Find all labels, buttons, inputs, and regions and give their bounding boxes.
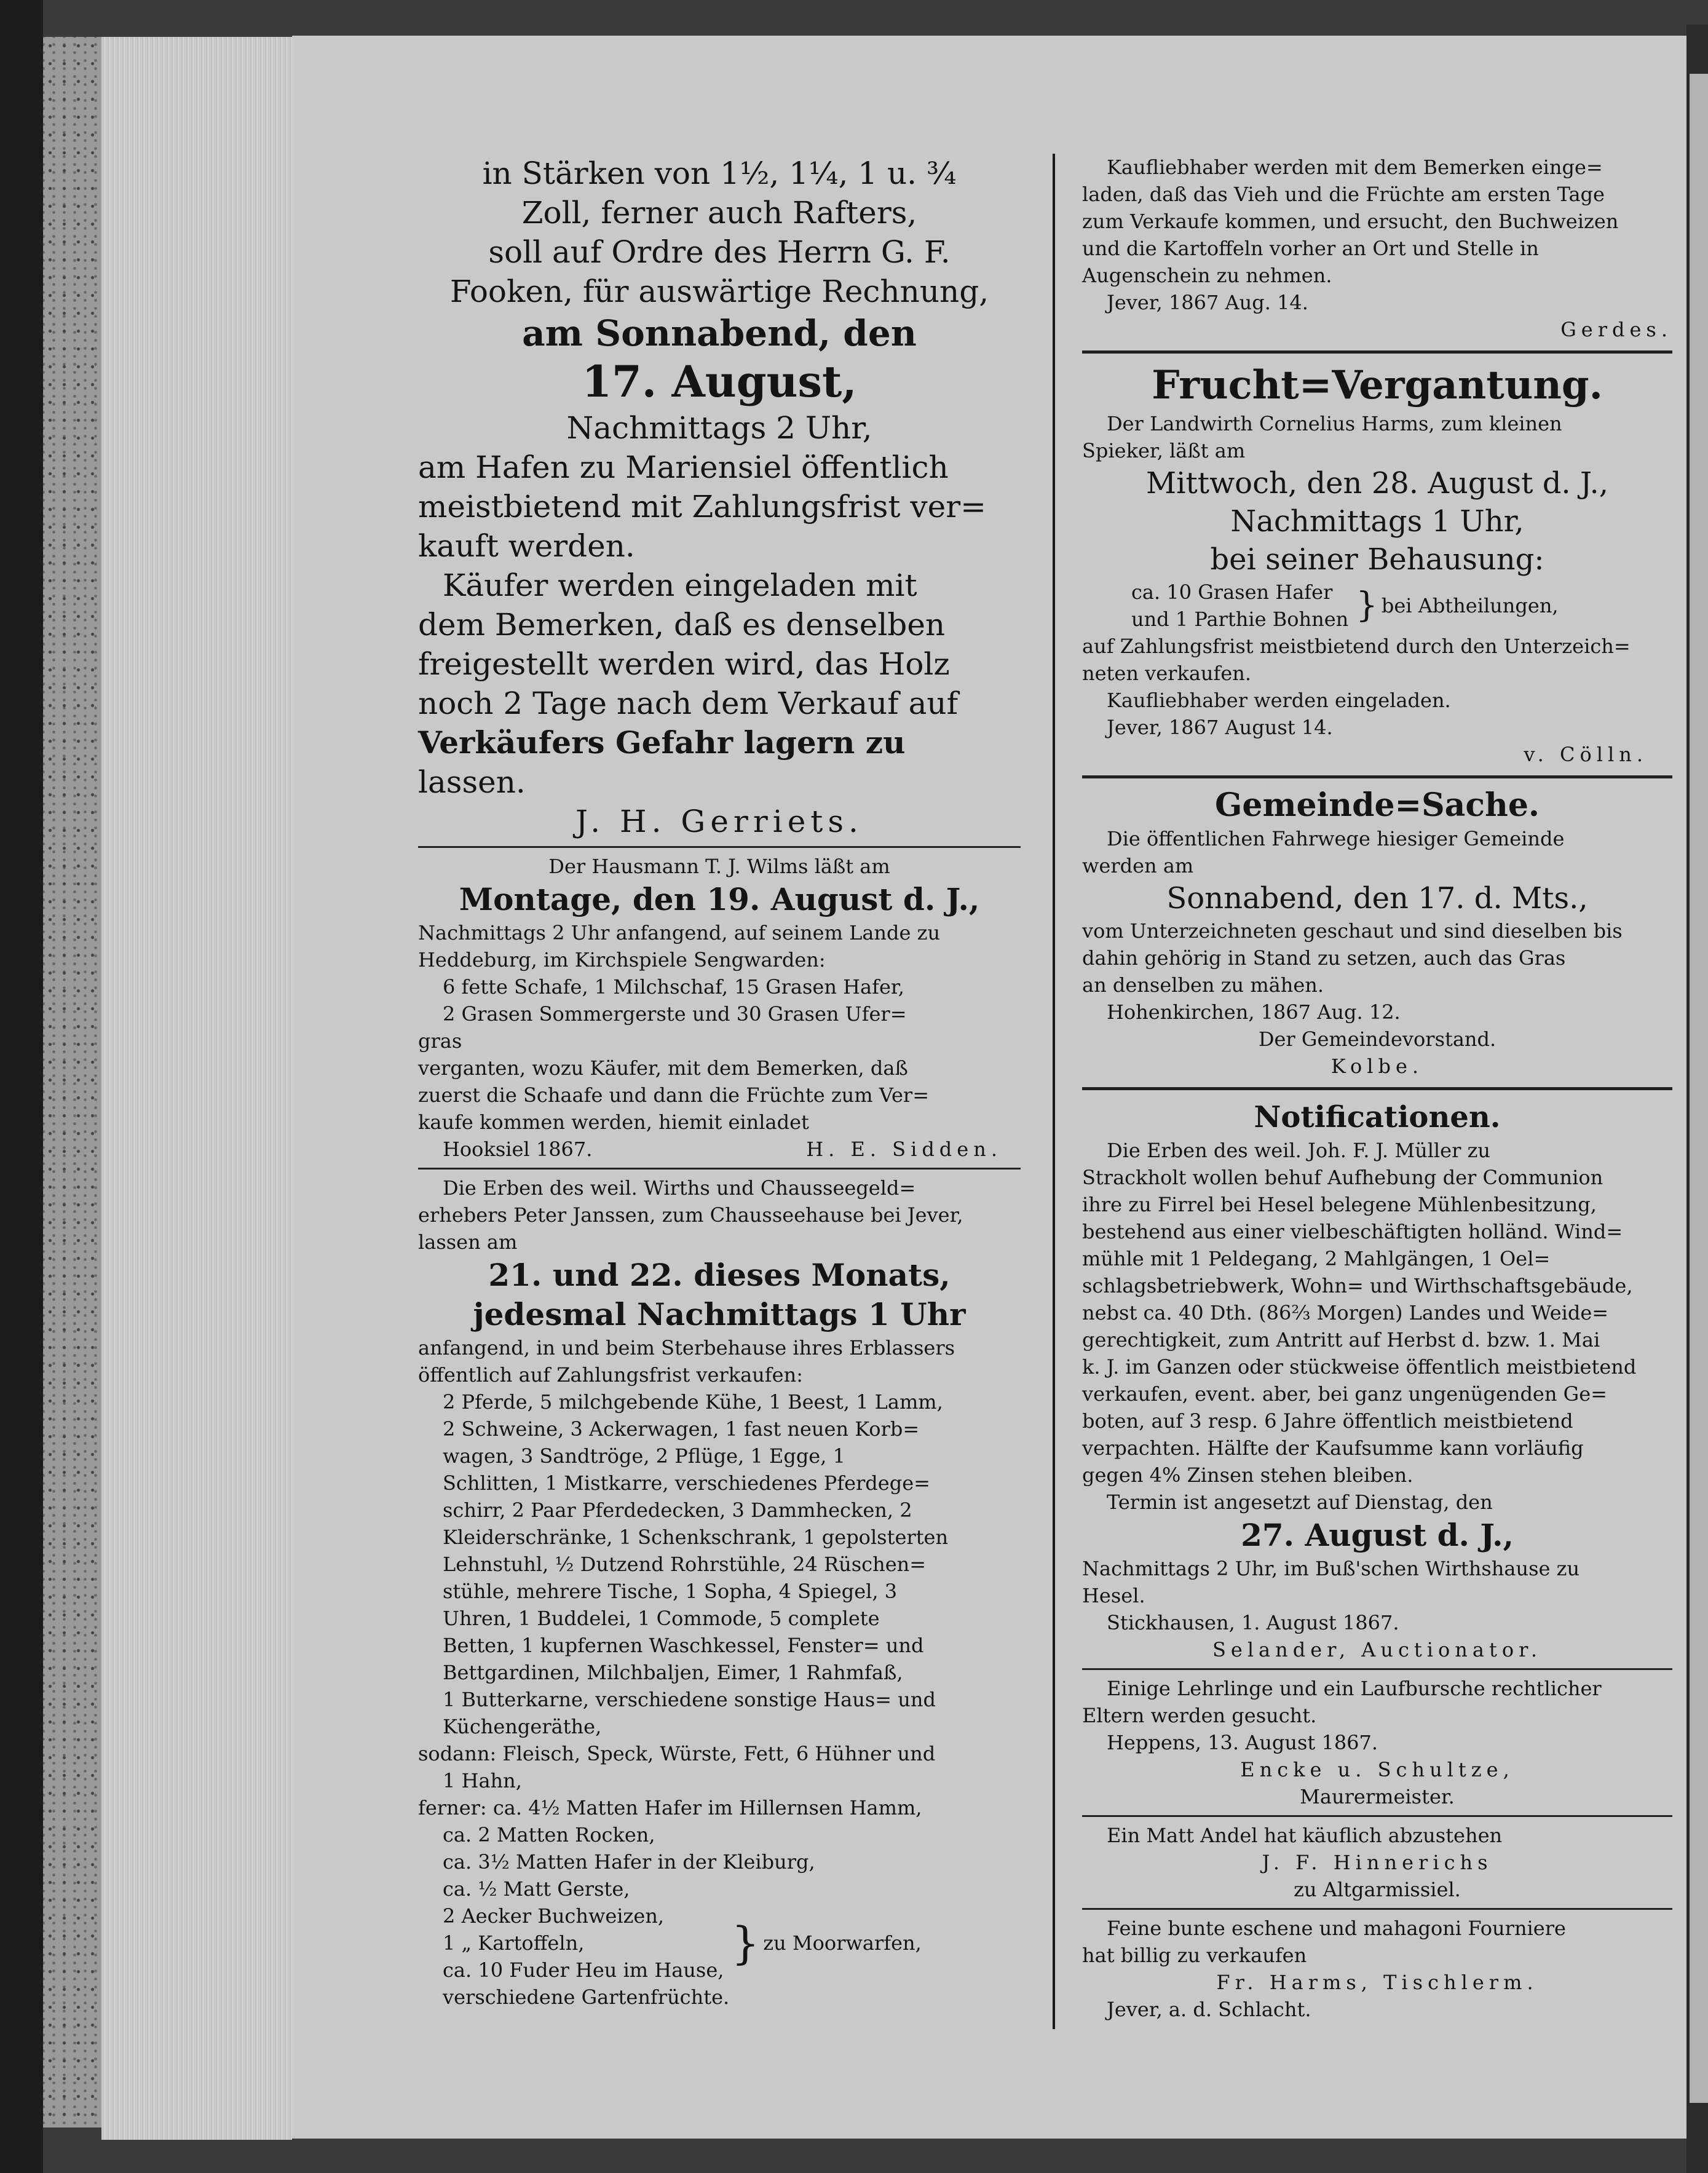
ad-signature: Gerdes.	[1560, 318, 1672, 341]
item-line: ca. 2 Matten Rocken,	[443, 1823, 655, 1846]
ad-place-date: Jever, 1867 August 14.	[1107, 716, 1333, 739]
ad-place-date: Stickhausen, 1. August 1867.	[1107, 1611, 1399, 1634]
ad-text-line: Nachmittags 2 Uhr anfangend, auf seinem Lande zu	[418, 921, 941, 944]
ad-text-line: schlagsbetriebwerk, Wohn= und Wirthschaftsgebäude,	[1082, 1274, 1633, 1297]
ad-divider	[418, 1168, 1021, 1170]
brace-glyph: }	[731, 1917, 760, 1969]
ad-heading: Frucht=Vergantung.	[1152, 362, 1603, 408]
sale-date: 17. August,	[582, 356, 857, 407]
ad-intro: Der Landwirth Cornelius Harms, zum kleinen	[1107, 412, 1562, 435]
ad-text-line: Augenschein zu nehmen.	[1082, 264, 1332, 287]
ad-text-line: anfangend, in und beim Sterbehause ihres Erblassers	[418, 1336, 955, 1360]
ad-text-line: Heddeburg, im Kirchspiele Sengwarden:	[418, 948, 826, 972]
ad-text-line: kauft werden.	[418, 528, 635, 564]
ad-text-line: Käufer werden eingeladen mit	[443, 568, 917, 603]
item-line: 2 Aecker Buchweizen,	[443, 1904, 665, 1928]
item-line: Kleiderschränke, 1 Schenkschrank, 1 gepolsterten	[443, 1526, 949, 1549]
item-line: wagen, 3 Sandtröge, 2 Pflüge, 1 Egge, 1	[443, 1444, 845, 1468]
sale-time: Nachmittags 1 Uhr,	[1230, 504, 1524, 539]
brace-glyph: }	[1356, 585, 1378, 625]
ad-text-line: Einige Lehrlinge und ein Laufbursche rechtlicher	[1107, 1677, 1602, 1700]
timber-sale-ad	[418, 154, 1021, 841]
ad-text-line: am Hafen zu Mariensiel öffentlich	[418, 449, 949, 485]
sale-date: Montage, den 19. August d. J.,	[459, 881, 980, 917]
ad-signature: J. H. Gerriets.	[575, 804, 863, 839]
group-label: zu Moorwarfen,	[763, 1931, 922, 1955]
ad-text-line: dahin gehörig in Stand zu setzen, auch das Gras	[1082, 946, 1566, 970]
mill-sale-notice	[1082, 1098, 1672, 1663]
ad-place: zu Altgarmissiel.	[1294, 1878, 1461, 1901]
ad-text-line: zum Verkaufe kommen, und ersucht, den Buchweizen	[1082, 210, 1619, 233]
page-edges	[101, 37, 292, 2140]
ad-text-line: verganten, wozu Käufer, mit dem Bemerken, daß	[418, 1056, 908, 1080]
ad-divider	[1082, 1908, 1672, 1910]
ad-divider	[418, 846, 1021, 848]
book-spine-marbled	[43, 37, 101, 2127]
produce-group	[1082, 579, 1672, 633]
ad-heading: Gemeinde=Sache.	[1214, 786, 1540, 824]
ad-signature: Encke u. Schultze,	[1240, 1758, 1514, 1781]
item-line: gras	[418, 1029, 462, 1053]
item-line: 1 Hahn,	[443, 1769, 522, 1792]
ad-intro: erhebers Peter Janssen, zum Chausseehause bei Jever,	[418, 1203, 963, 1227]
ad-text-line: Strackholt wollen behuf Aufhebung der Communion	[1082, 1166, 1603, 1189]
municipal-notice-ad	[1082, 786, 1672, 1080]
ad-text-line: meistbietend mit Zahlungsfrist ver=	[418, 489, 986, 524]
ad-place-date: Hooksiel 1867.	[443, 1138, 593, 1161]
item-line: Lehnstuhl, ½ Dutzend Rohrstühle, 24 Rüschen=	[443, 1553, 927, 1576]
ad-heading: Notificationen.	[1254, 1100, 1501, 1134]
ad-text-line: Fooken, für auswärtige Rechnung,	[449, 274, 989, 309]
ad-divider	[1082, 1815, 1672, 1817]
ad-text-line: und die Kartoffeln vorher an Ort und Stelle in	[1082, 237, 1539, 260]
group-label: bei Abtheilungen,	[1381, 594, 1559, 617]
ad-text-line: zuerst die Schaafe und dann die Früchte zum Ver=	[418, 1083, 930, 1107]
adjacent-page-strip	[1690, 74, 1708, 2103]
ad-signature: J. F. Hinnerichs	[1262, 1851, 1493, 1874]
ad-intro: lassen am	[418, 1230, 518, 1254]
apprentice-wanted-ad	[1082, 1675, 1672, 1810]
livestock-sale-ad	[418, 853, 1021, 1163]
fruit-auction-ad	[1082, 361, 1672, 768]
ad-text-line: dem Bemerken, daß es denselben	[418, 607, 946, 643]
ad-signature: Kolbe.	[1330, 1055, 1424, 1078]
sale-date: 21. und 22. dieses Monats,	[488, 1257, 951, 1293]
sale-date-line: am Sonnabend, den	[522, 312, 917, 354]
ad-text-line: kaufe kommen werden, hiemit einladet	[418, 1110, 809, 1134]
ad-text-line: gerechtigkeit, zum Antritt auf Herbst d. bzw. 1. Mai	[1082, 1328, 1600, 1352]
ad-text-line: lassen.	[418, 764, 526, 800]
ad-text-line: auf Zahlungsfrist meistbietend durch den Unterzeich=	[1082, 635, 1631, 658]
ad-text-line: mühle mit 1 Peldegang, 2 Mahlgängen, 1 Oel=	[1082, 1247, 1551, 1270]
item-line: Schlitten, 1 Mistkarre, verschiedenes Pferdege=	[443, 1471, 930, 1495]
ad-intro: werden am	[1082, 854, 1194, 877]
ad-intro: Die Erben des weil. Wirths und Chausseegeld=	[443, 1176, 916, 1200]
item-line: ferner: ca. 4½ Matten Hafer im Hillernsen Hamm,	[418, 1796, 922, 1819]
item-line: ca. 3½ Matten Hafer in der Kleiburg,	[443, 1850, 815, 1874]
ad-text-line: ihre zu Firrel bei Hesel belegene Mühlenbesitzung,	[1082, 1193, 1597, 1216]
ad-text-line: bestehend aus einer vielbeschäftigten holländ. Wind=	[1082, 1220, 1623, 1243]
ad-text-line: Ein Matt Andel hat käuflich abzustehen	[1107, 1824, 1503, 1847]
ad-text-line: verkaufen, event. aber, bei ganz ungenügenden Ge=	[1082, 1382, 1607, 1406]
sale-date: Mittwoch, den 28. August d. J.,	[1146, 466, 1608, 501]
ad-text-line: öffentlich auf Zahlungsfrist verkaufen:	[418, 1363, 803, 1387]
right-column	[1082, 154, 1672, 2023]
buyer-notice-ad	[1082, 154, 1672, 343]
ad-text-line: gegen 4% Zinsen stehen bleiben.	[1082, 1463, 1413, 1487]
ad-text-line: Eltern werden gesucht.	[1082, 1704, 1317, 1727]
item-line: ca. ½ Matt Gerste,	[443, 1877, 630, 1901]
ad-text-line: Verkäufers Gefahr lagern zu	[418, 724, 906, 761]
ad-place-date: Jever, 1867 Aug. 14.	[1107, 291, 1308, 314]
andel-sale-ad	[1082, 1822, 1672, 1903]
ad-text-line: Kaufliebhaber werden mit dem Bemerken einge=	[1107, 156, 1603, 179]
item-line: Betten, 1 kupfernen Waschkessel, Fenster= und	[443, 1634, 924, 1657]
ad-text-line: in Stärken von 1½, 1¼, 1 u. ¾	[482, 156, 957, 191]
ad-text-line: boten, auf 3 resp. 6 Jahre öffentlich meistbietend	[1082, 1409, 1573, 1433]
ad-text-line: soll auf Ordre des Herrn G. F.	[488, 234, 951, 270]
ad-intro: Spieker, läßt am	[1082, 439, 1246, 462]
item-line: stühle, mehrere Tische, 1 Sopha, 4 Spiegel, 3	[443, 1580, 898, 1603]
item-line: Uhren, 1 Buddelei, 1 Commode, 5 complete	[443, 1607, 880, 1630]
sale-date: 27. August d. J.,	[1241, 1517, 1514, 1553]
sale-time: jedesmal Nachmittags 1 Uhr	[473, 1296, 966, 1332]
ad-place: Jever, a. d. Schlacht.	[1107, 1998, 1311, 2021]
ad-text-line: verpachten. Hälfte der Kaufsumme kann vorläufig	[1082, 1436, 1584, 1460]
ad-signature: Fr. Harms, Tischlerm.	[1216, 1971, 1538, 1994]
ad-divider	[1082, 1668, 1672, 1670]
item-line: ca. 10 Fuder Heu im Hause,	[443, 1958, 724, 1982]
ad-text-line: vom Unterzeichneten geschaut und sind dieselben bis	[1082, 919, 1623, 943]
veneer-sale-ad	[1082, 1915, 1672, 2023]
item-line: ca. 10 Grasen Hafer	[1131, 580, 1333, 604]
ad-text-line: Termin ist angesetzt auf Dienstag, den	[1107, 1490, 1493, 1514]
moorwarfen-group	[418, 1902, 1021, 1984]
ad-signature-title: Maurermeister.	[1300, 1785, 1455, 1808]
item-line: verschiedene Gartenfrüchte.	[443, 1985, 730, 2009]
ad-organization: Der Gemeindevorstand.	[1258, 1027, 1496, 1051]
book-binding	[0, 0, 43, 2173]
item-line: 2 Schweine, 3 Ackerwagen, 1 fast neuen Korb=	[443, 1417, 920, 1441]
ad-signature: v. Cölln.	[1524, 743, 1648, 766]
ad-text-line: nebst ca. 40 Dth. (86⅔ Morgen) Landes und Weide=	[1082, 1301, 1609, 1324]
item-line: sodann: Fleisch, Speck, Würste, Fett, 6 Hühner und	[418, 1742, 936, 1765]
item-line: 2 Pferde, 5 milchgebende Kühe, 1 Beest, 1 Lamm,	[443, 1390, 943, 1414]
ad-text-line: noch 2 Tage nach dem Verkauf auf	[418, 686, 959, 721]
ad-intro: Der Hausmann T. J. Wilms läßt am	[548, 855, 890, 878]
ad-text-line: an denselben zu mähen.	[1082, 973, 1324, 997]
ad-intro: Die öffentlichen Fahrwege hiesiger Gemeinde	[1107, 827, 1565, 850]
sale-place: bei seiner Behausung:	[1210, 542, 1544, 577]
item-line: 2 Grasen Sommergerste und 30 Grasen Ufer=	[443, 1002, 907, 1026]
ad-text-line: neten verkaufen.	[1082, 662, 1252, 685]
item-line: Küchengeräthe,	[443, 1715, 602, 1738]
item-line: Bettgardinen, Milchbaljen, Eimer, 1 Rahmfaß,	[443, 1661, 903, 1684]
ad-signature: Selander, Auctionator.	[1212, 1638, 1543, 1661]
ad-text-line: Kaufliebhaber werden eingeladen.	[1107, 689, 1451, 712]
ad-text-line: Hesel.	[1082, 1584, 1145, 1607]
ad-text-line: Feine bunte eschene und mahagoni Fourniere	[1107, 1917, 1566, 1940]
ad-text-line: freigestellt werden wird, das Holz	[418, 646, 950, 682]
ad-text-line: laden, daß das Vieh und die Früchte am ersten Tage	[1082, 183, 1605, 206]
column-divider	[1053, 154, 1055, 2029]
ad-text-line: hat billig zu verkaufen	[1082, 1944, 1307, 1967]
sale-date: Sonnabend, den 17. d. Mts.,	[1166, 881, 1588, 916]
ad-divider	[1082, 350, 1672, 354]
item-line: 1 Butterkarne, verschiedene sonstige Haus= und	[443, 1688, 936, 1711]
item-line: 1 „ Kartoffeln,	[443, 1931, 585, 1955]
ad-signature: H. E. Sidden.	[806, 1138, 1002, 1161]
item-line: schirr, 2 Paar Pferdedecken, 3 Dammhecken, 2	[443, 1498, 912, 1522]
ad-place-date: Hohenkirchen, 1867 Aug. 12.	[1107, 1000, 1401, 1024]
ad-text-line: k. J. im Ganzen oder stückweise öffentlich meistbietend	[1082, 1355, 1637, 1379]
item-line: 6 fette Schafe, 1 Milchschaf, 15 Grasen Hafer,	[443, 975, 904, 999]
estate-sale-ad	[418, 1174, 1021, 2011]
ad-divider	[1082, 1087, 1672, 1090]
ad-divider	[1082, 775, 1672, 778]
item-line: und 1 Parthie Bohnen	[1131, 608, 1349, 631]
ad-text-line: Zoll, ferner auch Rafters,	[521, 195, 917, 231]
sale-time: Nachmittags 2 Uhr,	[566, 410, 872, 446]
ad-text-line: Nachmittags 2 Uhr, im Buß'schen Wirthshause zu	[1082, 1557, 1580, 1580]
ad-text-line: Die Erben des weil. Joh. F. J. Müller zu	[1107, 1139, 1491, 1162]
ad-place-date: Heppens, 13. August 1867.	[1107, 1731, 1378, 1754]
left-column	[418, 154, 1021, 2011]
